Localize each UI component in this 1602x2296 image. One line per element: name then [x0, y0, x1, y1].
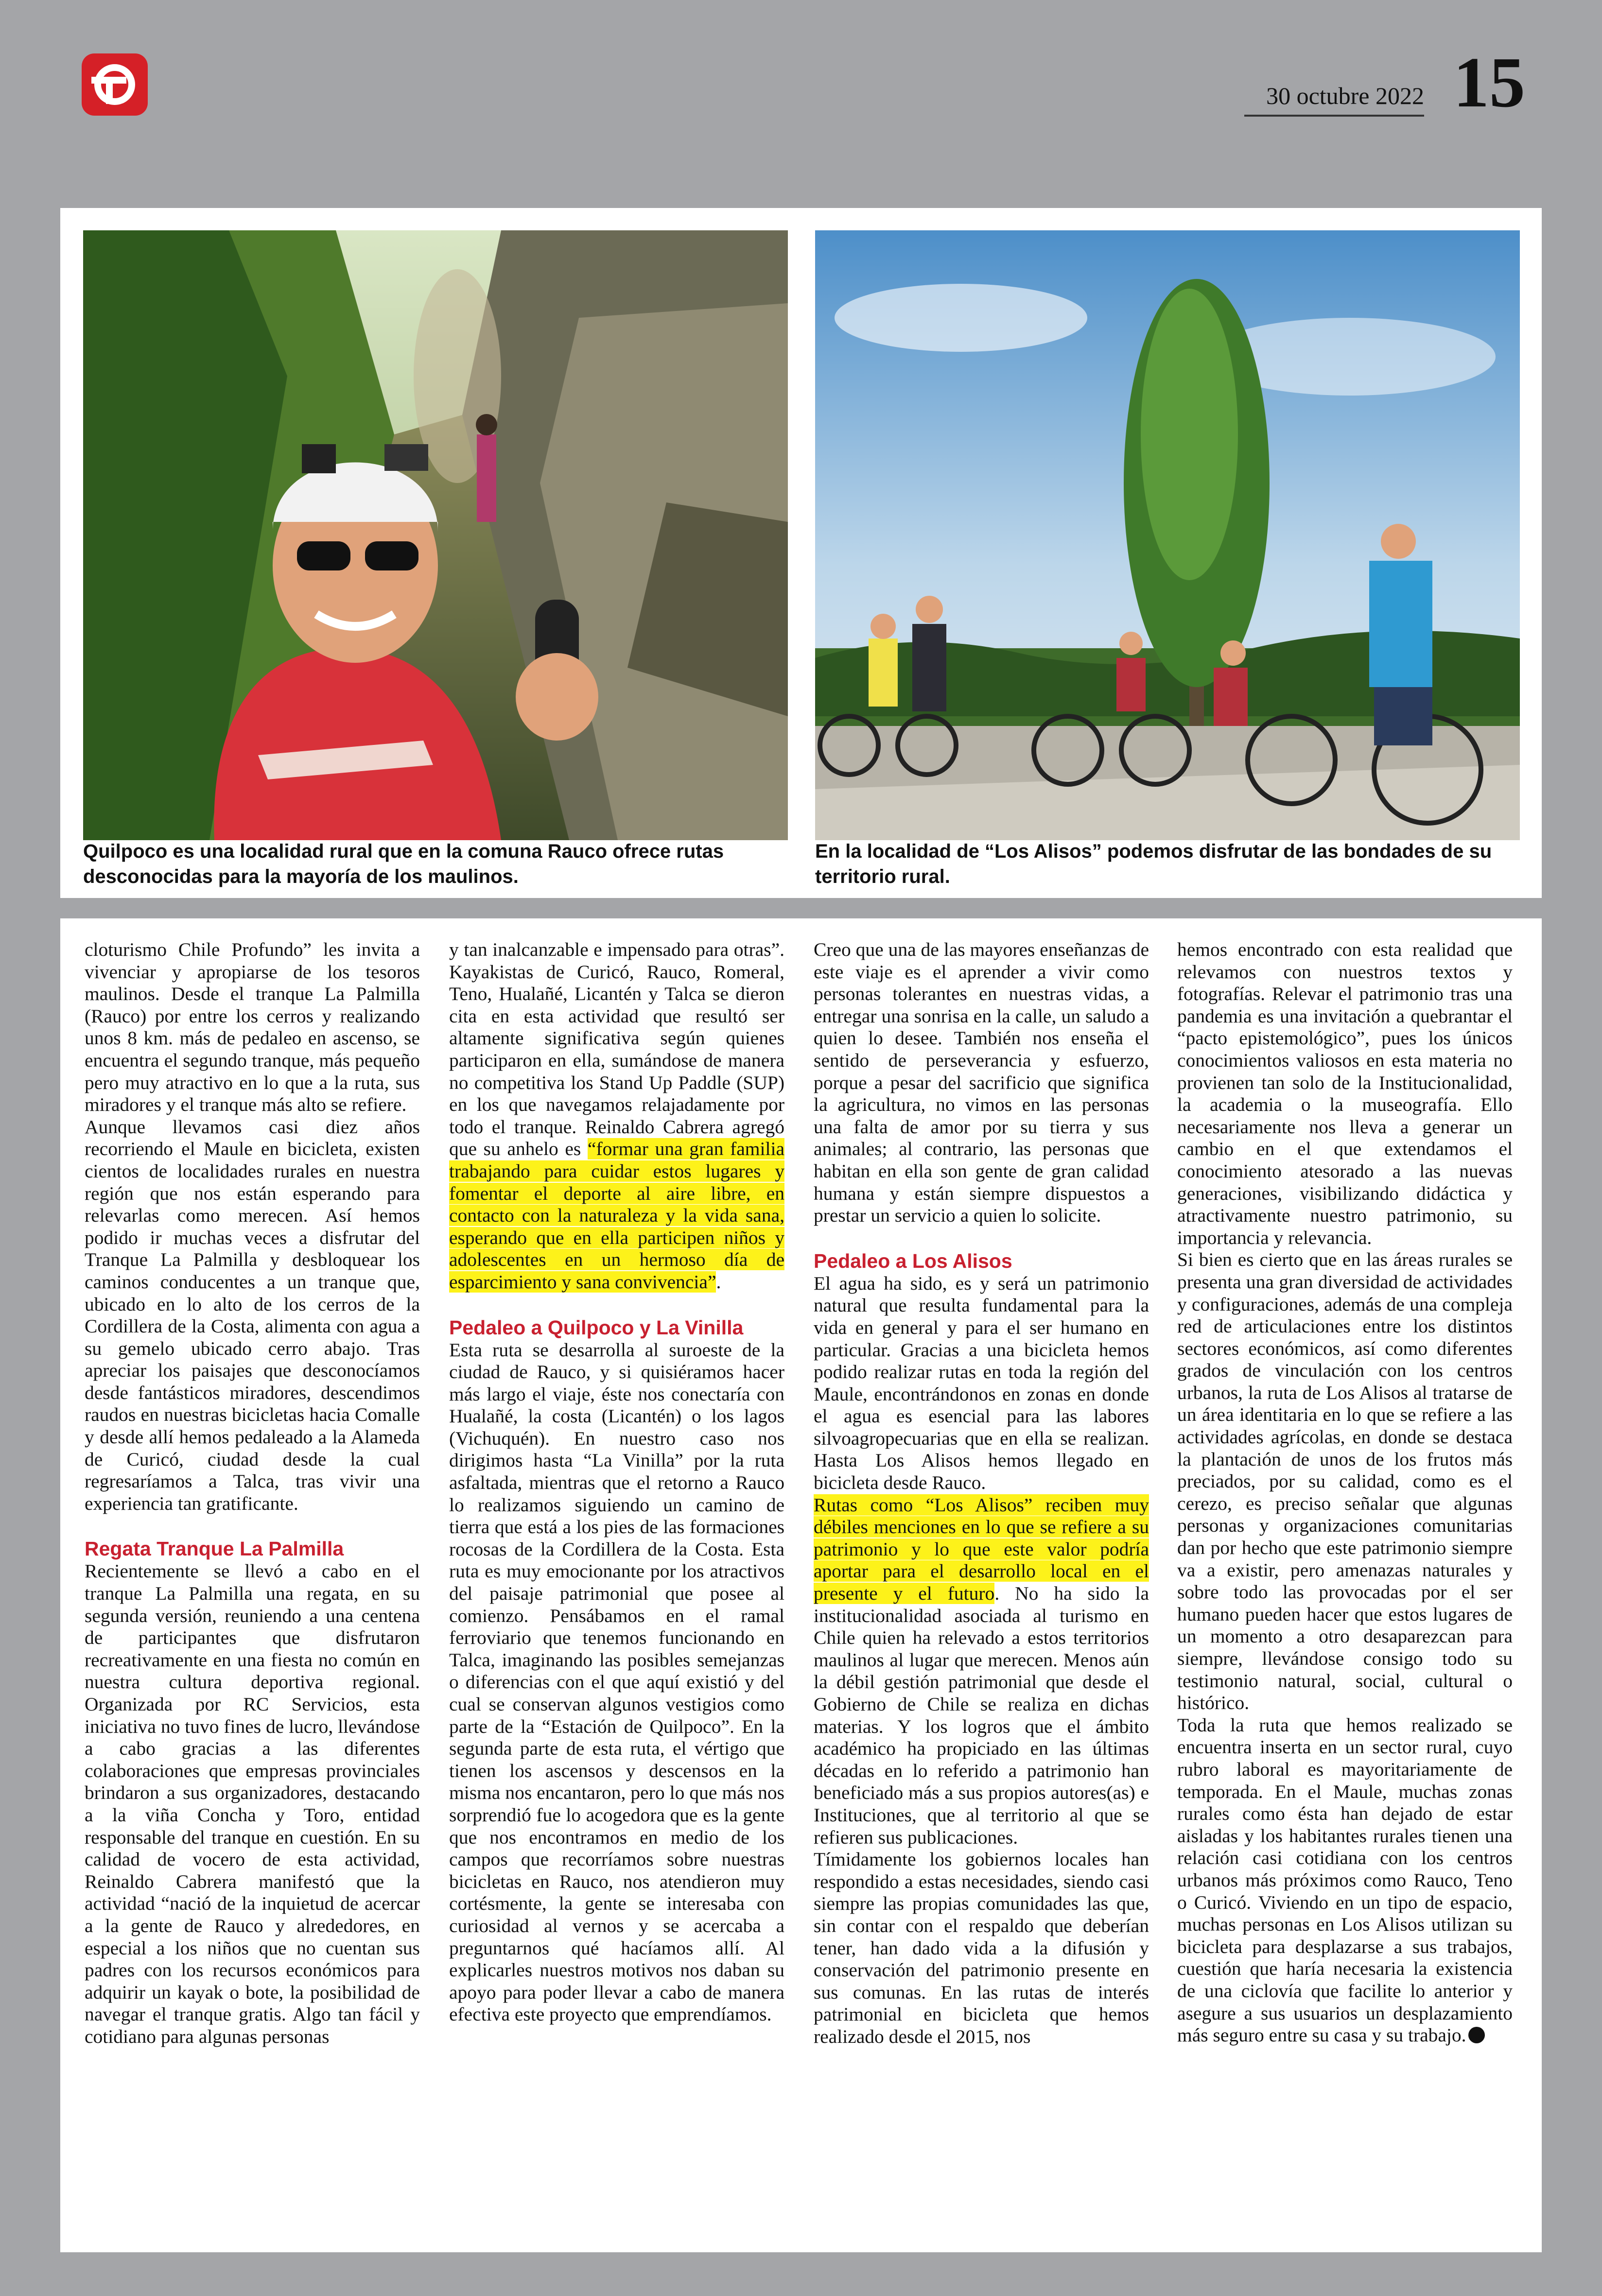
- article-column-1: [85, 939, 420, 2048]
- paragraph: cloturismo Chile Profundo” les invita a vivenciar y apropiarse de los tesoros maulinos. Desde el tranque La Palmilla (Rauco) por entre los cerros y realizando unos 8 km. más de pedaleo en ascenso, se encuentra el segundo tranque, más pequeño pero muy atractivo en lo que a la ruta, sus miradores y el tranque más alto se refiere.: [85, 939, 420, 1116]
- end-of-article-icon: [1468, 2027, 1485, 2043]
- paragraph: Tímidamente los gobiernos locales han respondido a estas necesidades, siendo casi siempre las propias comunidades las que, sin contar con el respaldo que deberían tener, han dado vida a la difusión y conservación del patrimonio presente en sus comunas. En las rutas de interés patrimonial en bicicleta que hemos realizado desde el 2015, nos: [814, 1848, 1149, 2047]
- article-body: [60, 918, 1542, 2252]
- text-run: Toda la ruta que hemos realizado se encuentra inserta en un sector rural, cuyo rubro laboral es mayoritariamente de temporada. En el Maule, muchas zonas rurales como ésta han dejado de estar aisladas y los habitantes rurales tienen una relación casi cotidiana con los centros urbanos más próximos como Rauco, Teno o Curicó. Viviendo en un tipo de espacio, muchas personas en Los Alisos utilizan su bicicleta para desplazarse a sus trabajos, cuestión que haría necesaria la existencia de una ciclovía que facilite lo anterior y asegure a sus usuarios un desplazamiento más seguro entre su casa y su trabajo.: [1177, 1714, 1513, 2046]
- article-column-2: [449, 939, 784, 2026]
- newspaper-logo-icon: [82, 53, 148, 116]
- paragraph: Creo que una de las mayores enseñanzas de este viaje es el aprender a vivir como personas tolerantes en nuestras vidas, a entregar una sonrisa en la calle, un saludo a quien lo desee. También nos enseña el sentido de perseverancia y esfuerzo, porque a pesar del sacrificio que significa la agricultura, no vimos en las personas una falta de amor por su tierra y sus animales; al contrario, las personas que habitan en ella son gente de gran calidad humana y están siempre dispuestos a prestar un servicio a quien lo solicite.: [814, 939, 1149, 1226]
- article-column-4: [1177, 939, 1513, 2047]
- paragraph: [1177, 1714, 1513, 2047]
- photo-caption-right: En la localidad de “Los Alisos” podemos disfrutar de las bondades de su territorio rural.: [815, 841, 1492, 887]
- text-run: .: [716, 1271, 721, 1293]
- paragraph: Si bien es cierto que en las áreas rurales se presenta una gran diversidad de actividades y configuraciones, además de una compleja red de articulaciones entre los distintos sectores económicos, así como diferentes grados de vinculación con los centros urbanos, la ruta de Los Alisos al tratarse de un área identitaria en lo que se refiere a las actividades agrícolas, en donde se destaca la plantación de unos de los frutos más preciados, por su calidad, como es el cerezo, es preciso señalar que algunas personas y organizaciones comunitarias dan por hecho que este patrimonio siempre va a existir, pero amenazas naturales y sobre todo las provocadas por el ser humano pueden hacer que estos lugares de un momento a otro desaparezcan para siempre, llevándose consigo todo su testimonio natural, social, cultural o histórico.: [1177, 1249, 1513, 1714]
- section-heading: Regata Tranque La Palmilla: [85, 1537, 344, 1560]
- photo-caption-left: Quilpoco es una localidad rural que en la comuna Rauco ofrece rutas desconocidas para la mayoría de los maulinos.: [83, 841, 724, 887]
- paragraph: Recientemente se llevó a cabo en el tranque La Palmilla una regata, en su segunda versión, reuniendo a una centena de participantes que disfrutaron recreativamente en una fiesta no común en nuestra cultura deportiva regional. Organizada por RC Servicios, esta iniciativa no tuvo fines de lucro, llevándose a cabo gracias a las diferentes colaboraciones que empresas provinciales brindaron a sus organizadores, destacando a la viña Concha y Toro, entidad responsable del tranque en cuestión. En su calidad de vocero de esta actividad, Reinaldo Cabrera manifestó que la actividad “nació de la inquietud de acercar a la gente de Rauco y alrededores, en especial a los niños que no cuentan sus padres con los recursos económicos para adquirir un kayak o bote, la posibilidad de navegar el tranque gratis. Algo tan fácil y cotidiano para algunas personas: [85, 1560, 420, 2047]
- paragraph: Esta ruta se desarrolla al suroeste de la ciudad de Rauco, y si quisiéramos hacer más largo el viaje, éste nos conectaría con Hualañé, la costa (Licantén) o los lagos (Vichuquén). En nuestro caso nos dirigimos hasta “La Vinilla” por la ruta asfaltada, mientras que el retorno a Rauco lo realizamos siguiendo un camino de tierra que está a los pies de las formaciones rocosas de la Cordillera de la Costa. Esta ruta es muy emocionante por los atractivos del paisaje patrimonial que posee al comienzo. Pensábamos en el ramal ferroviario que tenemos funcionando en Talca, imaginando las posibles semejanzas o diferencias con el que aquí existió y del cual se conservan algunos vestigios como parte de la “Estación de Quilpoco”. En la segunda parte de esta ruta, el vértigo que tienen los ascensos y descensos en la misma nos encantaron, pero lo que más nos sorprendió fue lo acogedora que es la gente que nos encontramos en medio de los campos que recorríamos sobre nuestras bicicletas en Rauco, nos atendieron muy cortésmente, la gente se interesaba con curiosidad al vernos y se acercaba a preguntarnos qué hacíamos allí. Al explicarles nuestros motivos nos daban su apoyo para poder llevar a cabo de manera efectiva este proyecto que emprendíamos.: [449, 1339, 784, 2025]
- photo-panel: [60, 208, 1542, 898]
- issue-date: 30 octubre 2022: [1244, 82, 1424, 117]
- paragraph: [449, 939, 784, 1294]
- section-heading: Pedaleo a Quilpoco y La Vinilla: [449, 1316, 744, 1339]
- cyclists-group-photo: [815, 230, 1520, 840]
- paragraph: Aunque llevamos casi diez años recorriendo el Maule en bicicleta, existen cientos de localidades rurales en nuestra región que nos están esperando para relevarlas como merecen. Así hemos podido ir muchas veces a disfrutar del Tranque La Palmilla y desbloquear los caminos conducentes a un tranque que, ubicado en lo alto de los cerros de la Cordillera de la Costa, alimenta con agua a su gemelo ubicado cerro abajo. Tras apreciar los paisajes que desconocíamos desde fantásticos miradores, descendimos raudos en nuestras bicicletas hacia Comalle y desde allí hemos pedaleado a la Alameda de Curicó, ciudad desde la cual regresaríamos a Talca, tras vivir una experiencia tan gratificante.: [85, 1116, 420, 1514]
- section-heading: Pedaleo a Los Alisos: [814, 1249, 1012, 1272]
- text-run: y tan inalcanzable e impensado para otras”. Kayakistas de Curicó, Rauco, Romeral, Teno, Hualañé, Licantén y Talca se dieron cita en esta actividad que resultó ser altamente significativa según quienes participaron en ella, sumándose de manera no competitiva los Stand Up Paddle (SUP) en los que navegamos relajadamente por todo el tranque. Reinaldo Cabrera agregó que su anhelo es: [449, 939, 784, 1160]
- paragraph: [814, 1494, 1149, 1849]
- page-number: 15: [1453, 43, 1525, 122]
- cyclist-selfie-photo: [83, 230, 788, 840]
- highlighted-statement: Rutas como “Los Alisos” reciben muy débiles menciones en lo que se refiere a su patrimonio y lo que este valor podría aportar para el desarrollo local en el presente y el futuro: [814, 1494, 1149, 1605]
- paragraph: El agua ha sido, es y será un patrimonio natural que resulta fundamental para la vida en general y para el ser humano en particular. Gracias a una bicicleta hemos podido realizar rutas en toda la región del Maule, encontrándonos en zonas en donde el agua es esencial para las labores silvoagropecuarias que en ella se realizan. Hasta Los Alisos hemos llegado en bicicleta desde Rauco.: [814, 1272, 1149, 1494]
- highlighted-quote: “formar una gran familia trabajando para cuidar estos lugares y fomentar el deporte al aire libre, en contacto con la naturaleza y la vida sana, esperando que en ella participen niños y adolescentes en un hermoso día de esparcimiento y sana convivencia”: [449, 1138, 784, 1293]
- text-run: . No ha sido la institucionalidad asociada al turismo en Chile quien ha relevado a estos territorios maulinos al lugar que merecen. Menos aún la débil gestión patrimonial que desde el Gobierno de Chile se realiza en dichas materias. Y los logros que el ámbito académico ha propiciado en las últimas décadas en lo referido a patrimonio han beneficiado más a sus propios autores(as) e Instituciones, que al territorio al que se refieren sus publicaciones.: [814, 1583, 1149, 1848]
- paragraph: hemos encontrado con esta realidad que relevamos con nuestros textos y fotografías. Relevar el patrimonio tras una pandemia es una invitación a quebrantar el “pacto epistemológico”, pues los únicos conocimientos valiosos en esta materia no provienen tan solo de la Institucionalidad, la academia o la museografía. Ello necesariamente nos lleva a generar un cambio en el que extendamos el conocimiento atesorado a las nuevas generaciones, visibilizando didáctica y atractivamente nuestro patrimonio, su importancia y relevancia.: [1177, 939, 1513, 1248]
- article-column-3: [814, 939, 1149, 2048]
